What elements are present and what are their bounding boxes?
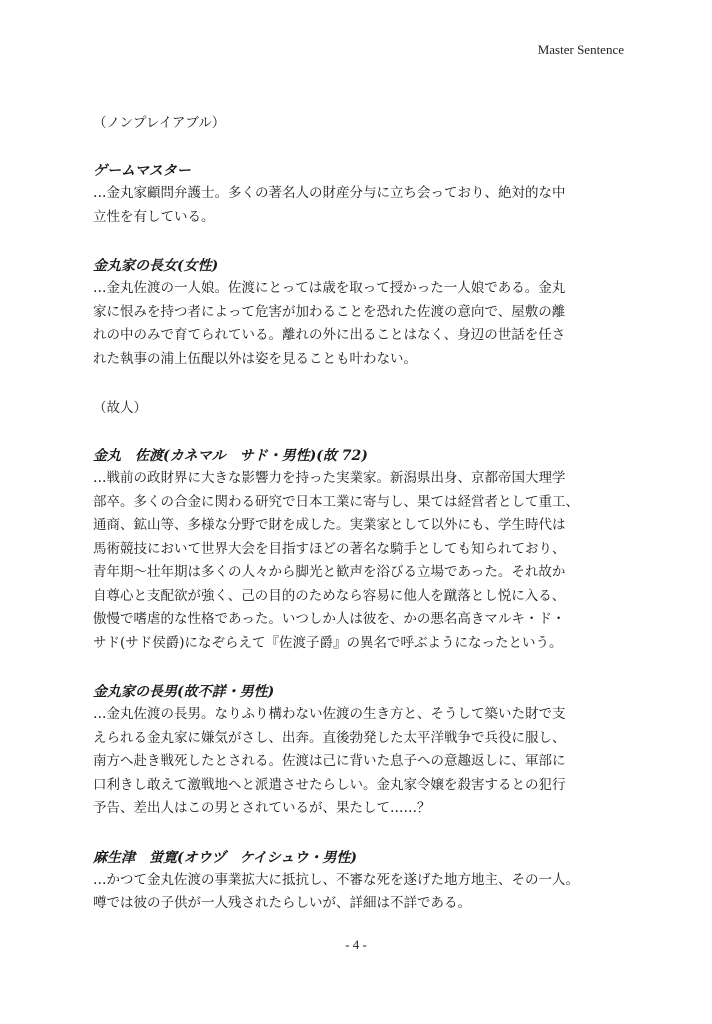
character-entry-game-master [93, 160, 638, 229]
character-entry-eldest-daughter [93, 255, 638, 371]
character-desc-line: 通商、鉱山等、多様な分野で財を成した。実業家として以外にも、学生時代は [93, 517, 566, 533]
character-desc-line: …金丸家顧問弁護士。多くの著名人の財産分与に立ち会っており、絶対的な中 [93, 185, 566, 201]
character-desc-line: 青年期〜壮年期は多くの人々から脚光と歓声を浴びる立場であった。それ故か [93, 564, 566, 580]
character-desc-line: れの中のみで育てられている。離れの外に出ることはなく、身辺の世話を任さ [93, 327, 566, 343]
character-desc-line: 南方へ赴き戦死したとされる。佐渡は己に背いた息子への意趣返しに、軍部に [93, 753, 566, 769]
page-header-title: Master Sentence [537, 42, 624, 57]
character-name: 金丸家の長男(故不詳・男性) [93, 684, 275, 700]
character-desc-line: 立性を有している。 [93, 208, 215, 225]
character-name: 麻生津 蛍寛(オウヅ ケイシュウ・男性) [93, 849, 357, 866]
character-entry-eldest-son [93, 681, 638, 821]
character-desc-line: 口利きし敢えて激戦地へと派遣させたらしい。金丸家令嬢を殺害するとの犯行 [93, 776, 566, 793]
character-entry-ouzu-keishu [93, 847, 638, 916]
character-desc-line: 部卒。多くの合金に関わる研究で日本工業に寄与し、果ては経営者として重工、 [93, 493, 579, 510]
character-desc-line: えられる金丸家に嫌気がさし、出奔。直後勃発した太平洋戦争で兵役に服し、 [93, 729, 566, 746]
document-body [93, 112, 638, 916]
character-desc-line: 家に恨みを持つ者によって危害が加わることを恐れた佐渡の意向で、屋敷の離 [93, 303, 566, 320]
character-desc-line: …かつて金丸佐渡の事業拡大に抵抗し、不審な死を遂げた地方地主、その一人。 [93, 871, 579, 888]
character-desc-line: 馬術競技において世界大会を目指すほどの著名な騎手としても知られており、 [93, 540, 566, 557]
character-desc-line: 予告、差出人はこの男とされているが、果たして……？ [93, 800, 431, 816]
character-desc-line: …金丸佐渡の長男。なりふり構わない佐渡の生き方と、そうして築いた財で支 [93, 706, 566, 722]
character-desc-line: …金丸佐渡の一人娘。佐渡にとっては歳を取って授かった一人娘である。金丸 [93, 280, 566, 296]
character-name: 金丸家の長女(女性) [93, 258, 219, 274]
section-label-nonplayable: （ノンプレイアブル） [93, 115, 226, 131]
character-desc-line: …戦前の政財界に大きな影響力を持った実業家。新潟県出身、京都帝国大理学 [93, 470, 566, 486]
character-name: ゲームマスター [93, 163, 191, 179]
character-desc-line: 噂では彼の子供が一人残されたらしいが、詳細は不詳である。 [93, 895, 471, 911]
character-desc-line: 傲慢で嗜虐的な性格であった。いつしか人は彼を、かの悪名高きマルキ・ド・ [93, 611, 566, 627]
section-label-deceased: （故人） [93, 400, 147, 416]
character-entry-kanemaru-sado [93, 445, 638, 655]
page-number: - 4 - [345, 937, 367, 952]
character-desc-line: サド(サド侯爵)になぞらえて『佐渡子爵』の異名で呼ぶようになったという。 [93, 634, 563, 651]
character-desc-line: れた執事の浦上伍醍以外は姿を見ることも叶わない。 [93, 350, 417, 367]
character-name: 金丸 佐渡(カネマル サド・男性)(故 72) [93, 448, 368, 464]
character-desc-line: 自尊心と支配欲が強く、己の目的のためなら容易に他人を蹴落とし悦に入る、 [93, 587, 566, 604]
